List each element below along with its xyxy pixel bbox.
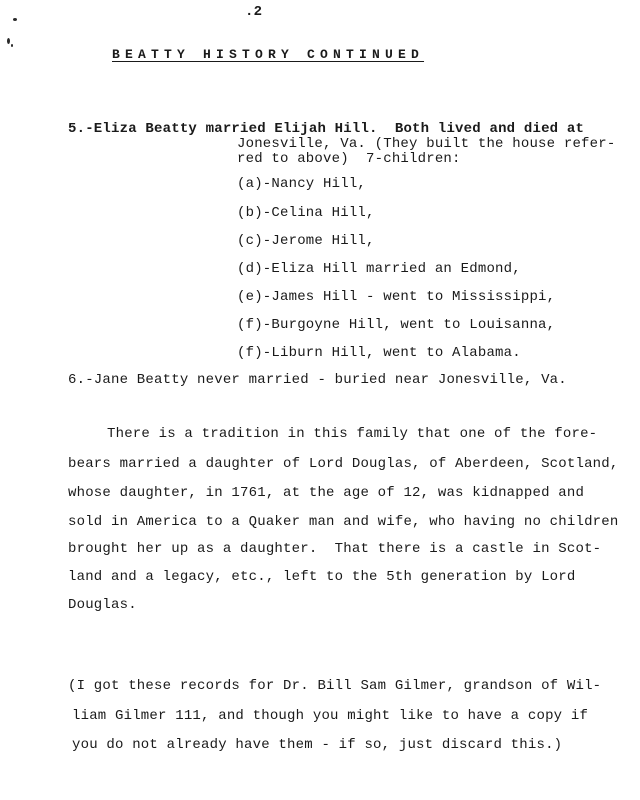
tradition-line: Douglas. — [68, 597, 137, 613]
child-item: (b)-Celina Hill, — [237, 205, 375, 221]
ink-speck — [13, 18, 17, 21]
tradition-line: brought her up as a daughter. That there is a castle in Scot- — [68, 541, 602, 557]
tradition-line: land and a legacy, etc., left to the 5th generation by Lord — [68, 569, 576, 585]
child-item: (c)-Jerome Hill, — [237, 233, 375, 249]
tradition-line: bears married a daughter of Lord Douglas, of Aberdeen, Scotland, — [68, 456, 619, 472]
child-item: (f)-Liburn Hill, went to Alabama. — [237, 345, 521, 361]
entry-5-line-3: red to above) 7-children: — [237, 151, 461, 167]
note-line: (I got these records for Dr. Bill Sam Gilmer, grandson of Wil- — [68, 678, 602, 694]
tradition-line: sold in America to a Quaker man and wife, who having no children — [68, 514, 619, 530]
entry-5-line-1: 5.-Eliza Beatty married Elijah Hill. Both lived and died at — [68, 121, 585, 137]
note-line: you do not already have them - if so, just discard this.) — [72, 737, 563, 753]
tradition-line: whose daughter, in 1761, at the age of 12, was kidnapped and — [68, 485, 585, 501]
note-line: liam Gilmer 111, and though you might like to have a copy if — [72, 708, 589, 724]
ink-speck — [11, 44, 13, 47]
page-number: .2 — [245, 4, 263, 20]
child-item: (d)-Eliza Hill married an Edmond, — [237, 261, 521, 277]
child-item: (f)-Burgoyne Hill, went to Louisanna, — [237, 317, 556, 333]
tradition-line: There is a tradition in this family that one of the fore- — [107, 426, 598, 442]
document-title: BEATTY HISTORY CONTINUED — [112, 47, 425, 62]
child-item: (a)-Nancy Hill, — [237, 176, 367, 192]
entry-5-line-2: Jonesville, Va. (They built the house refer- — [237, 136, 616, 152]
entry-6: 6.-Jane Beatty never married - buried near Jonesville, Va. — [68, 372, 567, 388]
child-item: (e)-James Hill - went to Mississippi, — [237, 289, 556, 305]
ink-speck — [7, 38, 10, 44]
